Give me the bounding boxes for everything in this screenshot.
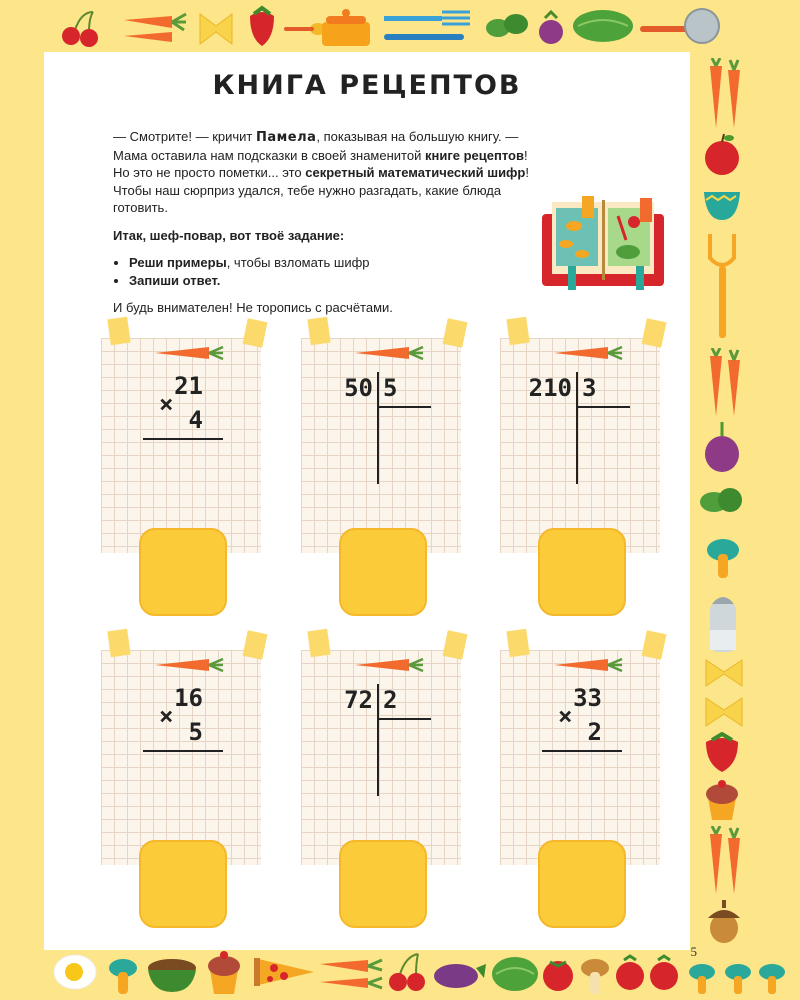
answer-box[interactable] xyxy=(139,840,227,928)
multiply-sign: × xyxy=(558,702,573,730)
acorn-icon xyxy=(704,898,744,944)
salt-shaker-icon xyxy=(708,590,738,654)
problem-card xyxy=(301,316,461,531)
divisor: 3 xyxy=(582,374,597,402)
carrot-icon xyxy=(153,656,225,674)
divisor: 5 xyxy=(383,374,398,402)
graph-paper xyxy=(500,650,660,865)
problem-card xyxy=(101,316,261,531)
text-span: ! Чтобы наш сюрприз удался, тебе нужно разгадать, какие блюда готовить. xyxy=(113,165,529,215)
multiply-sign: × xyxy=(159,390,174,418)
bold-text: Запиши ответ. xyxy=(129,272,221,288)
dividend: 72 xyxy=(344,686,373,714)
cherries-icon xyxy=(55,8,105,48)
carrot-icon xyxy=(153,344,225,362)
graph-paper xyxy=(301,338,461,553)
division-line xyxy=(377,372,379,484)
answer-box[interactable] xyxy=(139,528,227,616)
bold-text: Реши примеры xyxy=(129,255,227,270)
mint-leaves-icon xyxy=(484,6,530,46)
carrot-icon xyxy=(552,656,624,674)
division-line xyxy=(542,750,622,752)
division-line xyxy=(143,438,223,440)
multiplier: 4 xyxy=(188,406,203,434)
fork-icon xyxy=(708,232,736,342)
cherries-icon xyxy=(384,950,430,994)
carrot-icon xyxy=(353,344,425,362)
carrot-icon xyxy=(353,656,425,674)
mushrooms-icon xyxy=(688,962,788,996)
text-span: , показывая на большую книгу. — Мама оставила нам подсказки в своей знаменитой xyxy=(113,129,519,163)
division-line xyxy=(576,372,578,484)
lettuce-icon xyxy=(490,952,540,994)
carrots-icon xyxy=(702,58,748,130)
carrots-icon xyxy=(316,956,386,992)
list-item xyxy=(129,254,533,272)
answer-box[interactable] xyxy=(538,528,626,616)
pasta-bow-icon xyxy=(196,10,236,48)
division-line xyxy=(576,406,630,408)
carrots-icon xyxy=(702,826,748,896)
cupcake-icon xyxy=(702,778,742,822)
bold-text: секретный математический шифр xyxy=(305,165,526,180)
text-span: ! Но это не просто пометки... это xyxy=(113,147,528,180)
apple-icon xyxy=(702,132,742,176)
mushroom-icon xyxy=(580,956,610,996)
pasta-bows-icon xyxy=(704,656,744,732)
division-line xyxy=(143,750,223,752)
tape-strip xyxy=(506,629,529,658)
page-number: 5 xyxy=(690,944,697,959)
problem-card xyxy=(500,628,660,843)
division-line xyxy=(377,406,431,408)
tape-strip xyxy=(307,629,330,658)
multiplicand: 21 xyxy=(174,372,203,400)
carrot-icon xyxy=(120,10,190,42)
skimmer-ladle-icon xyxy=(640,4,720,48)
strawberry-icon xyxy=(244,4,280,48)
mushroom-icon xyxy=(706,536,740,582)
multiplicand: 33 xyxy=(573,684,602,712)
dividend: 50 xyxy=(344,374,373,402)
graph-paper xyxy=(101,650,261,865)
page-title: КНИГА РЕЦЕПТОВ xyxy=(212,70,522,101)
bowl-icon xyxy=(144,954,200,994)
answer-box[interactable] xyxy=(339,528,427,616)
problem-card xyxy=(101,628,261,843)
answer-box[interactable] xyxy=(538,840,626,928)
list-item xyxy=(129,272,533,290)
tape-strip xyxy=(107,317,130,346)
multiplicand: 16 xyxy=(174,684,203,712)
fried-egg-icon xyxy=(52,952,98,992)
division-line xyxy=(377,684,379,796)
graph-paper xyxy=(500,338,660,553)
bowl-icon xyxy=(702,184,742,224)
lettuce-icon xyxy=(570,6,636,46)
bold-text: книге рецептов xyxy=(424,147,524,163)
problem-card xyxy=(301,628,461,843)
task-heading xyxy=(113,227,533,245)
cupcake-icon xyxy=(204,948,244,996)
dividend: 210 xyxy=(528,374,572,402)
task-list xyxy=(113,254,533,289)
text-span: , чтобы взломать шифр xyxy=(226,255,370,270)
multiplier: 5 xyxy=(188,718,203,746)
carrots-icon xyxy=(702,348,748,418)
tape-strip xyxy=(107,629,130,658)
tape-strip xyxy=(307,317,330,346)
pot-icon xyxy=(318,6,374,48)
fork-knife-icon xyxy=(382,8,474,48)
onion-icon xyxy=(702,420,742,476)
division-line xyxy=(377,718,431,720)
text-span: — Смотрите! — кричит xyxy=(113,129,256,144)
intro-paragraph xyxy=(113,128,533,217)
eggplant-icon xyxy=(432,956,488,992)
character-name: Памела xyxy=(255,130,317,145)
tomato-icon xyxy=(540,954,576,994)
pizza-slice-icon xyxy=(250,952,316,992)
blackberry-icon xyxy=(536,8,566,48)
left-border xyxy=(0,0,44,1000)
raspberries-icon xyxy=(614,950,684,994)
basil-icon xyxy=(698,480,744,524)
multiplier: 2 xyxy=(587,718,602,746)
mushroom-icon xyxy=(108,956,138,996)
problem-card xyxy=(500,316,660,531)
carrot-icon xyxy=(552,344,624,362)
bold-text: Итак, шеф-повар, вот твоё задание: xyxy=(113,227,345,243)
graph-paper xyxy=(101,338,261,553)
tape-strip xyxy=(506,317,529,346)
multiply-sign: × xyxy=(159,702,174,730)
strawberry-icon xyxy=(702,732,742,774)
recipe-book-illustration xyxy=(538,196,668,292)
closing-text: И будь внимателен! Не торопись с расчётами. xyxy=(113,300,393,315)
intro-text xyxy=(113,128,533,327)
divisor: 2 xyxy=(383,686,398,714)
answer-box[interactable] xyxy=(339,840,427,928)
graph-paper xyxy=(301,650,461,865)
